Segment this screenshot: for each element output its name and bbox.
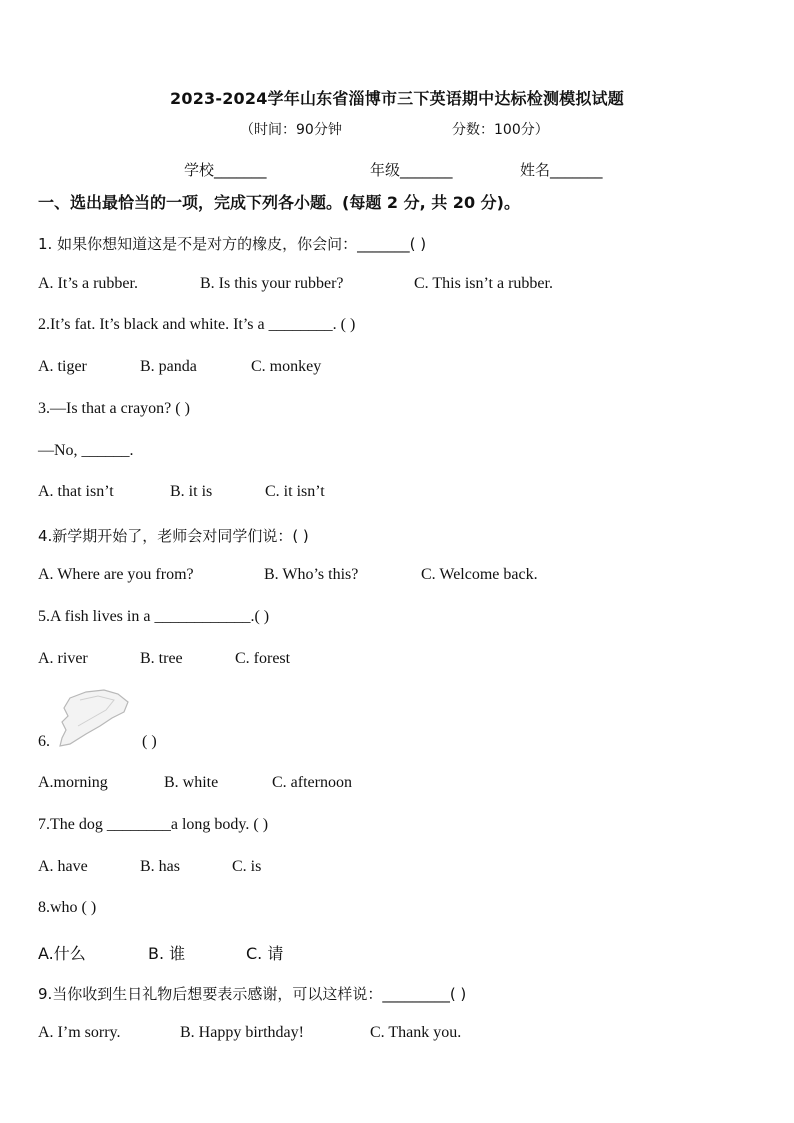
page-title: 2023-2024学年山东省淄博市三下英语期中达标检测模拟试题 [170,89,624,108]
q1-option-c: C. This isn’t a rubber. [414,275,553,292]
question-4: 4.新学期开始了，老师会对同学们说：( ) [38,527,309,545]
q1-option-a: A. It’s a rubber. [38,275,138,292]
question-6: 6. [38,733,50,750]
question-9: 9.当你收到生日礼物后想要表示感谢，可以这样说：_________( ) [38,985,467,1003]
q3-option-c: C. it isn’t [265,483,325,500]
q9-option-a: A. I’m sorry. [38,1024,121,1041]
q8-option-c: C. 请 [246,944,284,963]
q1-option-b: B. Is this your rubber? [200,275,344,292]
q6-option-b: B. white [164,774,219,791]
q8-option-b: B. 谁 [148,944,186,963]
question-5: 5.A fish lives in a ____________.( ) [38,608,270,625]
q7-option-b: B. has [140,858,180,875]
q3-option-b: B. it is [170,483,213,500]
grade-field: 年级_______ [370,161,453,179]
q5-option-b: B. tree [140,650,183,667]
q3-option-a: A. that isn’t [38,483,114,500]
q7-option-c: C. is [232,858,262,875]
cloud-sketch-image [52,688,132,748]
q8-option-a: A.什么 [38,944,86,963]
q4-option-b: B. Who’s this? [264,566,359,583]
time-limit: （时间：90分钟 [240,122,342,138]
question-1: 1. 如果你想知道这是不是对方的橡皮，你会问：_______( ) [38,235,427,253]
q2-option-a: A. tiger [38,358,87,375]
question-3-answer-line: —No, ______. [38,442,134,459]
question-2: 2.It’s fat. It’s black and white. It’s a ________. ( ) [38,316,356,333]
total-score: 分数：100分） [452,122,549,138]
q4-option-c: C. Welcome back. [421,566,538,583]
section-heading: 一、选出最恰当的一项，完成下列各小题。(每题 2 分, 共 20 分)。 [38,193,520,212]
q4-option-a: A. Where are you from? [38,566,194,583]
question-8: 8.who ( ) [38,899,97,916]
q5-option-c: C. forest [235,650,291,667]
q5-option-a: A. river [38,650,88,667]
name-field: 姓名_______ [520,161,603,179]
question-7: 7.The dog ________a long body. ( ) [38,816,269,833]
question-6-paren: ( ) [142,733,157,750]
q6-option-a: A.morning [38,774,108,791]
question-3: 3.—Is that a crayon? ( ) [38,400,190,417]
q2-option-b: B. panda [140,358,197,375]
q2-option-c: C. monkey [251,358,322,375]
q9-option-c: C. Thank you. [370,1024,462,1041]
q7-option-a: A. have [38,858,88,875]
q6-option-c: C. afternoon [272,774,352,791]
school-field: 学校_______ [184,161,267,179]
q9-option-b: B. Happy birthday! [180,1024,304,1041]
